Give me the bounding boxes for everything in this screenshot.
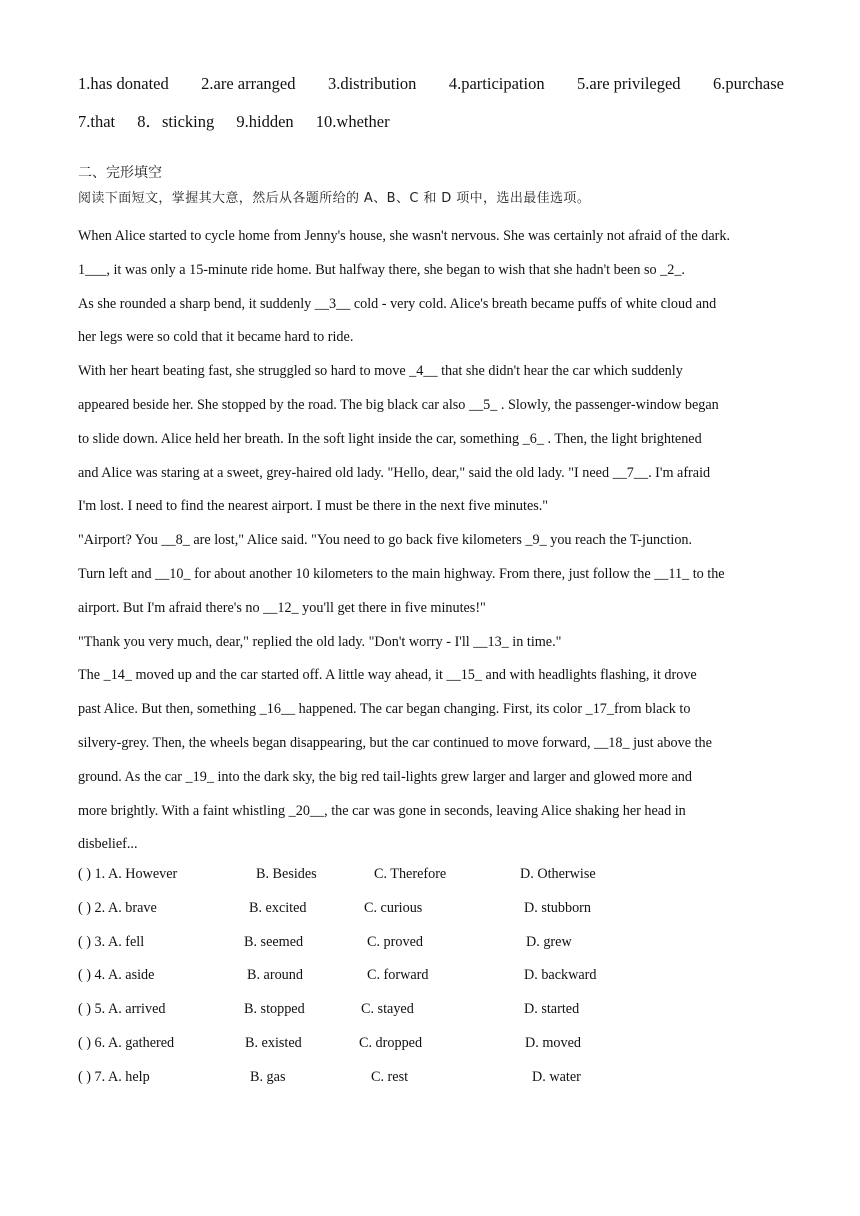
question-option-d: D. stubborn <box>524 899 591 916</box>
passage-line: and Alice was staring at a sweet, grey-haired old lady. "Hello, dear," said the old lady. "I need __7__. I'm afraid <box>78 464 711 481</box>
question-option-a: ( ) 4. A. aside <box>78 967 155 984</box>
answer-item: 4.participation <box>448 74 545 93</box>
answer-key-row-1 <box>78 74 784 94</box>
question-option-a: ( ) 1. A. However <box>78 866 178 882</box>
question-option-a: ( ) 7. A. help <box>78 1068 150 1085</box>
question-option-b: B. gas <box>250 1068 286 1085</box>
question-option-c: C. rest <box>371 1068 409 1085</box>
question-option-b: B. around <box>247 967 303 984</box>
question-option-d: D. Otherwise <box>520 866 596 882</box>
question-option-a: ( ) 2. A. brave <box>78 899 157 916</box>
cloze-passage <box>78 220 786 862</box>
passage-line: silvery-grey. Then, the wheels began disappearing, but the car continued to move forward, __18_ just above the <box>78 734 712 751</box>
passage-line: her legs were so cold that it became hard to ride. <box>78 329 354 346</box>
passage-line: When Alice started to cycle home from Jenny's house, she wasn't nervous. She was certainly not afraid of the dark. <box>78 228 731 244</box>
answer-item: 1.has donated <box>78 74 169 93</box>
question-option-c: C. proved <box>367 933 423 950</box>
answer-item: 6.purchase <box>712 74 784 93</box>
question-option-b: B. excited <box>249 899 307 916</box>
passage-line: ground. As the car _19_ into the dark sky, the big red tail-lights grew larger and larger and glowed more and <box>78 768 692 785</box>
answer-key-row-2 <box>78 108 408 132</box>
passage-line: "Thank you very much, dear," replied the old lady. "Don't worry - I'll __13_ in time." <box>78 633 562 650</box>
question-option-d: D. grew <box>526 933 572 950</box>
question-option-c: C. Therefore <box>374 866 447 882</box>
passage-line: I'm lost. I need to find the nearest airport. I must be there in the next five minutes." <box>78 498 549 515</box>
answer-item: 8．sticking <box>137 112 215 131</box>
question-option-c: C. stayed <box>361 1001 414 1018</box>
question-option-d: D. moved <box>525 1034 581 1051</box>
passage-line: appeared beside her. She stopped by the road. The big black car also __5_ . Slowly, the passenger-window began <box>78 396 719 413</box>
passage-line: The _14_ moved up and the car started off. A little way ahead, it __15_ and with headlights flashing, it drove <box>78 667 697 684</box>
question-option-d: D. water <box>532 1068 581 1085</box>
question-option-c: C. dropped <box>359 1034 423 1051</box>
question-option-b: B. Besides <box>256 866 317 882</box>
question-option-b: B. stopped <box>244 1001 305 1018</box>
answer-item: 7.that <box>78 112 116 131</box>
passage-line: to slide down. Alice held her breath. In the soft light inside the car, something _6_ . Then, the light brightened <box>78 430 702 447</box>
question-option-d: D. started <box>524 1001 580 1018</box>
question-option-c: C. curious <box>364 899 423 916</box>
question-option-a: ( ) 3. A. fell <box>78 933 145 950</box>
answer-item: 10.whether <box>315 112 390 131</box>
answer-item: 5.are privileged <box>577 74 681 93</box>
section-title: 二、完形填空 <box>78 165 162 181</box>
passage-line: airport. But I'm afraid there's no __12_ you'll get there in five minutes!" <box>78 599 486 616</box>
passage-line: disbelief... <box>78 836 138 853</box>
answer-item: 9.hidden <box>236 112 294 131</box>
passage-line: "Airport? You __8_ are lost," Alice said. "You need to go back five kilometers _9_ you reach the T-junction. <box>78 532 693 549</box>
section-instructions: 阅读下面短文，掌握其大意，然后从各题所给的 A、B、C 和 D 项中，选出最佳选项。 <box>78 191 591 206</box>
question-option-b: B. existed <box>245 1034 302 1051</box>
passage-line: As she rounded a sharp bend, it suddenly __3__ cold - very cold. Alice's breath became puffs of white cloud and <box>78 295 717 312</box>
passage-line: past Alice. But then, something _16__ happened. The car began changing. First, its color _17_from black to <box>78 701 691 718</box>
question-option-d: D. backward <box>524 967 597 984</box>
passage-line: Turn left and __10_ for about another 10 kilometers to the main highway. From there, just follow the __11_ to the <box>78 565 725 582</box>
answer-item: 3.distribution <box>327 74 417 93</box>
question-option-c: C. forward <box>367 967 429 984</box>
answer-item: 2.are arranged <box>201 74 296 93</box>
passage-line: With her heart beating fast, she struggled so hard to move _4__ that she didn't hear the car which suddenly <box>78 363 683 380</box>
question-option-b: B. seemed <box>244 933 304 950</box>
passage-line: 1___, it was only a 15-minute ride home. But halfway there, she began to wish that she hadn't been so _2_. <box>78 261 685 278</box>
passage-line: more brightly. With a faint whistling _20__, the car was gone in seconds, leaving Alice shaking her head in <box>78 802 686 819</box>
question-option-a: ( ) 5. A. arrived <box>78 1001 166 1018</box>
question-option-a: ( ) 6. A. gathered <box>78 1034 175 1051</box>
